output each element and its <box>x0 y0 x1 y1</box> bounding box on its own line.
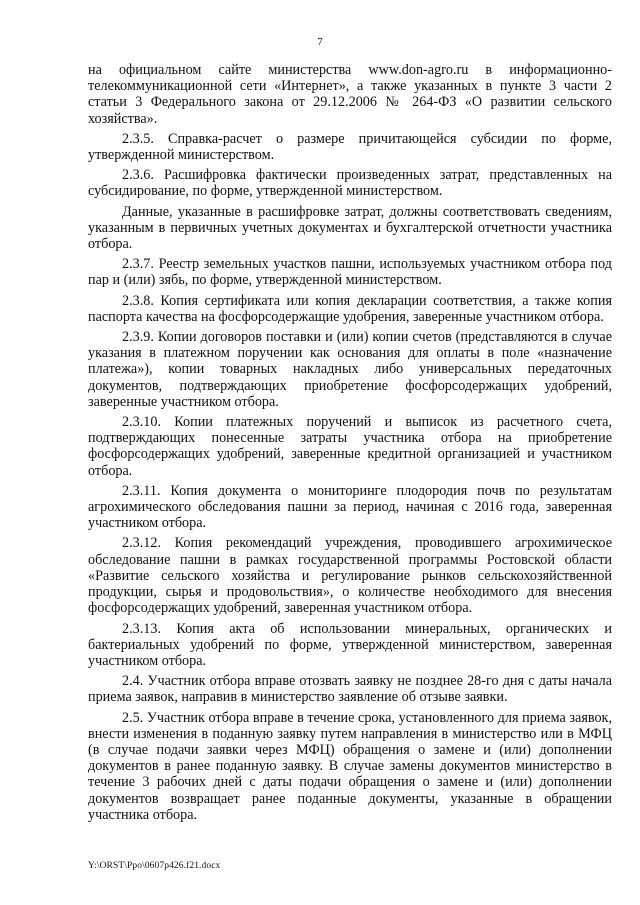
paragraph-cost-data: Данные, указанные в расшифровке затрат, должны соответствовать сведениям, указанным в первичных учетных документах и бухгалтерской отчетности участника отбора. <box>88 203 612 253</box>
paragraph-2-3-5: 2.3.5. Справка-расчет о размере причитающейся субсидии по форме, утвержденной министерством. <box>88 130 612 164</box>
document-body <box>88 62 612 827</box>
paragraph-2-3-10: 2.3.10. Копии платежных поручений и выписок из расчетного счета, подтверждающих понесенные затраты участника отбора на приобретение фосфорсодержащих удобрений, заверенные кредитной организацией и участником отбора. <box>88 414 612 479</box>
paragraph-2-5: 2.5. Участник отбора вправе в течение срока, установленного для приема заявок, внести изменения в поданную заявку путем направления в министерство или в МФЦ (в случае подачи заявки через МФЦ) обращения о замене и (или) дополнении документов в ранее поданную заявку. В случае замены документов министерство в течение 3 рабочих дней с даты подачи обращения о замене и (или) дополнении документов возвращает ранее поданные документы, указанные в обращении участника отбора. <box>88 709 612 823</box>
paragraph-2-3-6: 2.3.6. Расшифровка фактически произведенных затрат, представленных на субсидирование, по форме, утвержденной министерством. <box>88 167 612 200</box>
footer-file-path: Y:\ORST\Ppo\0607p426.f21.docx <box>88 861 221 871</box>
paragraph-2-3-11: 2.3.11. Копия документа о мониторинге плодородия почв по результатам агрохимического обследования пашни за период, начиная с 2016 года, заверенная участником отбора. <box>88 482 612 532</box>
paragraph-2-3-8: 2.3.8. Копия сертификата или копия декларации соответствия, а также копия паспорта качества на фосфорсодержащие удобрения, заверенные участником отбора. <box>88 292 612 325</box>
paragraph-2-3-12: 2.3.12. Копия рекомендаций учреждения, проводившего агрохимическое обследование пашни в рамках государственной программы Ростовской области «Развитие сельского хозяйства и регулирование рынков сельскохозяйственной продукции, сырья и продовольствия», о количестве необходимого для внесения фосфорсодержащих удобрений, заверенная участником отбора. <box>88 535 612 617</box>
paragraph-2-3-9: 2.3.9. Копии договоров поставки и (или) копии счетов (представляются в случае указания в платежном поручении как основания для оплаты в поле «назначение платежа»), копии товарных накладных либо универсальных передаточных документов, подтверждающих приобретение фосфорсодержащих удобрений, заверенные участником отбора. <box>88 329 612 410</box>
paragraph-continuation: на официальном сайте министерства www.don-agro.ru в информационно-телекоммуникационной сети «Интернет», а также указанных в пункте 3 части 2 статьи 3 Федерального закона от 29.12.2006 № 264-ФЗ «О развитии сельского хозяйства». <box>88 62 612 127</box>
paragraph-2-4: 2.4. Участник отбора вправе отозвать заявку не позднее 28-го дня с даты начала приема заявок, направив в министерство заявление об отзыве заявки. <box>88 673 612 706</box>
page-number: 7 <box>317 36 323 48</box>
paragraph-2-3-7: 2.3.7. Реестр земельных участков пашни, используемых участником отбора под пар и (или) зябь, по форме, утвержденной министерством. <box>88 256 612 289</box>
paragraph-2-3-13: 2.3.13. Копия акта об использовании минеральных, органических и бактериальных удобрений по форме, утвержденной министерством, заверенная участником отбора. <box>88 620 612 669</box>
